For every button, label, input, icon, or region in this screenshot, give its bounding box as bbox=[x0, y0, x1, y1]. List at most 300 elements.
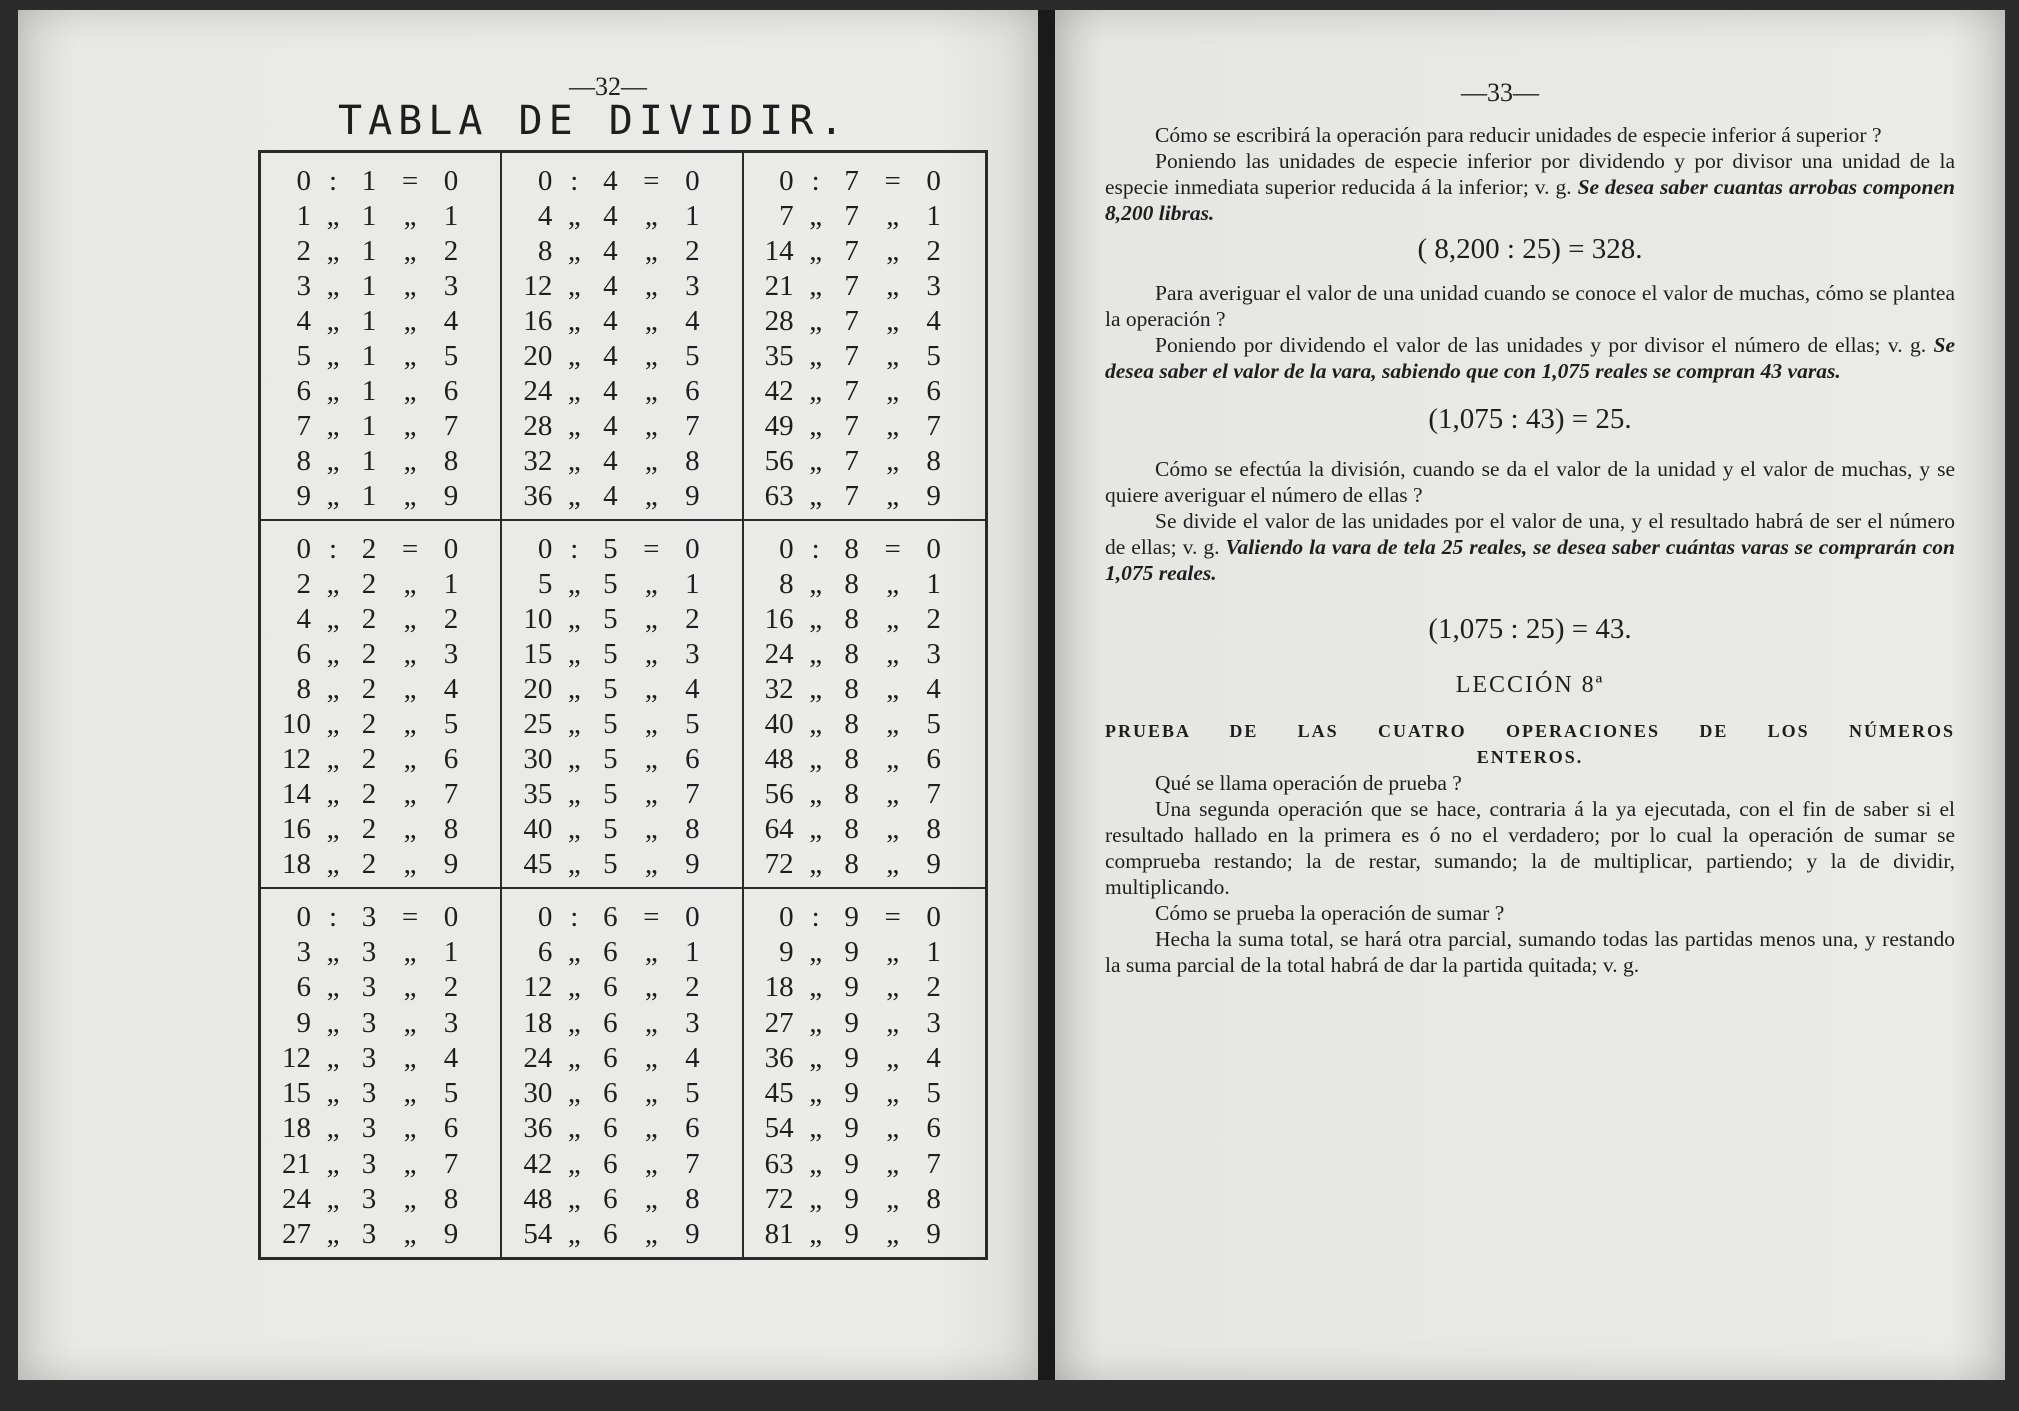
quotient-cell: 9 bbox=[685, 1217, 700, 1250]
divisor-cell: 7 bbox=[844, 200, 859, 232]
divisor-cell: 1 bbox=[361, 200, 377, 232]
dividend-cell: 81 bbox=[764, 1217, 794, 1250]
divisor-cell: 1 bbox=[361, 340, 377, 372]
equals-cell: „ bbox=[886, 971, 900, 1004]
dividend-cell: 14 bbox=[282, 778, 311, 810]
quotient-cell: 9 bbox=[685, 480, 700, 512]
equals-cell: „ bbox=[403, 603, 417, 635]
table-row bbox=[754, 603, 977, 636]
quotient-cell: 5 bbox=[926, 340, 941, 372]
divisor-cell: 4 bbox=[603, 270, 618, 302]
quotient-cell: 4 bbox=[926, 305, 941, 337]
operator-cell: „ bbox=[326, 848, 340, 880]
table-row bbox=[754, 568, 977, 601]
dividend-cell: 24 bbox=[764, 638, 794, 670]
operator-cell: „ bbox=[809, 743, 823, 775]
divisor-cell: 9 bbox=[844, 1112, 859, 1145]
operator-cell: „ bbox=[567, 200, 581, 232]
question-3: Cómo se efectúa la división, cuando se da el valor de la unidad y el valor de muchas, y se quiere averiguar el número de ellas ? bbox=[1105, 457, 1955, 507]
table-row bbox=[512, 533, 733, 566]
equals-cell: „ bbox=[886, 340, 900, 372]
dividend-cell: 0 bbox=[537, 165, 553, 197]
table-row bbox=[512, 1042, 733, 1075]
dividend-cell: 4 bbox=[296, 603, 311, 635]
equals-cell: „ bbox=[886, 375, 900, 407]
divisor-cell: 3 bbox=[361, 971, 377, 1004]
quotient-cell: 1 bbox=[443, 568, 459, 600]
dividend-cell: 9 bbox=[779, 936, 794, 969]
divisor-cell: 6 bbox=[603, 1041, 618, 1074]
division-block-by-3 bbox=[261, 889, 502, 1257]
quotient-cell: 7 bbox=[685, 778, 700, 810]
table-row bbox=[754, 1218, 977, 1251]
equals-cell: „ bbox=[886, 708, 900, 740]
table-row bbox=[271, 1148, 492, 1181]
table-row bbox=[271, 305, 492, 338]
equals-cell: „ bbox=[403, 1217, 417, 1250]
division-block-by-1 bbox=[261, 153, 502, 521]
table-row bbox=[271, 971, 492, 1004]
operator-cell: „ bbox=[326, 410, 340, 442]
table-row bbox=[271, 410, 492, 443]
table-row bbox=[512, 375, 733, 408]
table-row bbox=[754, 1042, 977, 1075]
divisor-cell: 6 bbox=[603, 936, 618, 969]
divisor-cell: 6 bbox=[603, 1147, 618, 1180]
divisor-cell: 9 bbox=[844, 971, 859, 1004]
operator-cell: „ bbox=[567, 235, 581, 267]
quotient-cell: 2 bbox=[685, 971, 700, 1004]
divisor-cell: 2 bbox=[361, 603, 377, 635]
operator-cell: „ bbox=[567, 445, 581, 477]
quotient-cell: 5 bbox=[926, 1077, 941, 1110]
dividend-cell: 21 bbox=[282, 1147, 311, 1180]
equals-cell: „ bbox=[644, 1041, 658, 1074]
divisor-cell: 4 bbox=[603, 305, 618, 337]
table-row bbox=[512, 410, 733, 443]
divisor-cell: 6 bbox=[603, 1006, 618, 1039]
table-row bbox=[754, 533, 977, 566]
table-row bbox=[271, 936, 492, 969]
quotient-cell: 7 bbox=[685, 410, 700, 442]
dividend-cell: 0 bbox=[296, 901, 311, 933]
table-row bbox=[754, 1183, 977, 1216]
dividend-cell: 56 bbox=[764, 778, 794, 810]
table-row bbox=[512, 901, 733, 934]
equals-cell: „ bbox=[403, 1006, 417, 1039]
dividend-cell: 0 bbox=[296, 165, 311, 197]
dividend-cell: 14 bbox=[764, 235, 794, 267]
equals-cell: „ bbox=[403, 200, 417, 232]
quotient-cell: 4 bbox=[685, 673, 700, 705]
dividend-cell: 8 bbox=[296, 445, 311, 477]
table-row bbox=[754, 743, 977, 776]
divisor-cell: 3 bbox=[361, 1147, 377, 1180]
quotient-cell: 7 bbox=[926, 778, 941, 810]
equals-cell: „ bbox=[644, 638, 658, 670]
quotient-cell: 7 bbox=[443, 410, 459, 442]
operator-cell: „ bbox=[567, 848, 581, 880]
quotient-cell: 6 bbox=[685, 375, 700, 407]
equals-cell: „ bbox=[644, 971, 658, 1004]
quotient-cell: 9 bbox=[926, 1217, 941, 1250]
table-row bbox=[512, 1183, 733, 1216]
operator-cell: „ bbox=[326, 813, 340, 845]
divisor-cell: 8 bbox=[844, 813, 859, 845]
quotient-cell: 9 bbox=[443, 1217, 459, 1250]
division-block-by-4 bbox=[502, 153, 743, 521]
divisor-cell: 5 bbox=[603, 568, 618, 600]
quotient-cell: 6 bbox=[926, 1112, 941, 1145]
table-row bbox=[754, 638, 977, 671]
division-block-by-6 bbox=[502, 889, 743, 1257]
quotient-cell: 3 bbox=[926, 638, 941, 670]
divisor-cell: 9 bbox=[844, 901, 859, 933]
divisor-cell: 5 bbox=[603, 848, 618, 880]
dividend-cell: 56 bbox=[764, 445, 794, 477]
divisor-cell: 8 bbox=[844, 673, 859, 705]
divisor-cell: 5 bbox=[603, 778, 618, 810]
dividend-cell: 24 bbox=[282, 1182, 311, 1215]
quotient-cell: 3 bbox=[685, 270, 700, 302]
operator-cell: „ bbox=[809, 1112, 823, 1145]
operator-cell: „ bbox=[809, 1041, 823, 1074]
equals-cell: „ bbox=[644, 813, 658, 845]
operator-cell: „ bbox=[326, 673, 340, 705]
table-row bbox=[271, 1183, 492, 1216]
divisor-cell: 9 bbox=[844, 1217, 859, 1250]
equals-cell: = bbox=[401, 533, 419, 565]
table-row bbox=[271, 743, 492, 776]
quotient-cell: 1 bbox=[926, 568, 941, 600]
equals-cell: „ bbox=[403, 270, 417, 302]
table-row bbox=[271, 1112, 492, 1145]
equals-cell: = bbox=[643, 901, 660, 933]
operator-cell: „ bbox=[567, 410, 581, 442]
divisor-cell: 1 bbox=[361, 375, 377, 407]
equals-cell: „ bbox=[886, 1041, 900, 1074]
operator-cell: „ bbox=[809, 708, 823, 740]
divisor-cell: 8 bbox=[844, 848, 859, 880]
operator-cell: „ bbox=[809, 410, 823, 442]
table-row bbox=[754, 1077, 977, 1110]
table-row bbox=[512, 936, 733, 969]
operator-cell: „ bbox=[809, 1006, 823, 1039]
dividend-cell: 32 bbox=[523, 445, 553, 477]
equals-cell: „ bbox=[403, 568, 417, 600]
divisor-cell: 7 bbox=[844, 305, 859, 337]
table-row bbox=[271, 708, 492, 741]
operator-cell: „ bbox=[326, 603, 340, 635]
quotient-cell: 5 bbox=[685, 340, 700, 372]
table-row bbox=[754, 778, 977, 811]
divisor-cell: 7 bbox=[844, 445, 859, 477]
divisor-cell: 9 bbox=[844, 1041, 859, 1074]
table-row bbox=[271, 848, 492, 881]
operator-cell: „ bbox=[809, 936, 823, 969]
equals-cell: „ bbox=[403, 673, 417, 705]
equals-cell: „ bbox=[644, 743, 658, 775]
equals-cell: „ bbox=[644, 340, 658, 372]
quotient-cell: 3 bbox=[926, 270, 941, 302]
equals-cell: „ bbox=[886, 480, 900, 512]
divisor-cell: 4 bbox=[603, 480, 618, 512]
operator-cell: : bbox=[328, 165, 338, 197]
quotient-cell: 4 bbox=[443, 673, 459, 705]
operator-cell: „ bbox=[326, 1112, 340, 1145]
equals-cell: „ bbox=[644, 1112, 658, 1145]
divisor-cell: 8 bbox=[844, 638, 859, 670]
divisor-cell: 8 bbox=[844, 603, 859, 635]
dividend-cell: 36 bbox=[764, 1041, 794, 1074]
operator-cell: „ bbox=[809, 200, 823, 232]
quotient-cell: 8 bbox=[443, 1182, 459, 1215]
operator-cell: „ bbox=[326, 1077, 340, 1110]
divisor-cell: 8 bbox=[844, 743, 859, 775]
quotient-cell: 2 bbox=[443, 603, 459, 635]
divisor-cell: 9 bbox=[844, 936, 859, 969]
quotient-cell: 3 bbox=[443, 638, 459, 670]
operator-cell: „ bbox=[809, 480, 823, 512]
equals-cell: „ bbox=[403, 1147, 417, 1180]
dividend-cell: 40 bbox=[764, 708, 794, 740]
divisor-cell: 2 bbox=[361, 778, 377, 810]
quotient-cell: 6 bbox=[443, 1112, 459, 1145]
quotient-cell: 6 bbox=[443, 743, 459, 775]
quotient-cell: 6 bbox=[443, 375, 459, 407]
divisor-cell: 5 bbox=[603, 708, 618, 740]
equals-cell: „ bbox=[403, 410, 417, 442]
table-row bbox=[512, 708, 733, 741]
operator-cell: „ bbox=[567, 568, 581, 600]
equals-cell: „ bbox=[403, 743, 417, 775]
dividend-cell: 72 bbox=[764, 848, 794, 880]
operator-cell: : bbox=[570, 901, 579, 933]
divisor-cell: 9 bbox=[844, 1147, 859, 1180]
quotient-cell: 2 bbox=[443, 235, 459, 267]
equals-cell: „ bbox=[886, 1112, 900, 1145]
dividend-cell: 8 bbox=[537, 235, 553, 267]
quotient-cell: 8 bbox=[685, 445, 700, 477]
section-heading-line2: ENTEROS. bbox=[1476, 747, 1584, 767]
quotient-cell: 1 bbox=[926, 936, 941, 969]
table-row bbox=[754, 1112, 977, 1145]
equals-cell: „ bbox=[886, 1182, 900, 1215]
quotient-cell: 4 bbox=[926, 673, 941, 705]
table-row bbox=[754, 971, 977, 1004]
divisor-cell: 1 bbox=[361, 165, 377, 197]
dividend-cell: 25 bbox=[523, 708, 553, 740]
table-row bbox=[271, 480, 492, 513]
operator-cell: „ bbox=[326, 638, 340, 670]
quotient-cell: 0 bbox=[443, 533, 459, 565]
page-number-left: —32— bbox=[569, 72, 647, 101]
operator-cell: : bbox=[811, 165, 820, 197]
operator-cell: „ bbox=[567, 1041, 581, 1074]
divisor-cell: 6 bbox=[603, 1112, 618, 1145]
operator-cell: „ bbox=[326, 480, 340, 512]
table-row bbox=[754, 200, 977, 233]
table-row bbox=[754, 270, 977, 303]
dividend-cell: 42 bbox=[523, 1147, 553, 1180]
divisor-cell: 3 bbox=[361, 1006, 377, 1039]
dividend-cell: 15 bbox=[523, 638, 553, 670]
quotient-cell: 0 bbox=[685, 533, 700, 565]
equals-cell: = bbox=[643, 533, 660, 565]
dividend-cell: 48 bbox=[764, 743, 794, 775]
operator-cell: : bbox=[328, 533, 338, 565]
dividend-cell: 24 bbox=[523, 1041, 553, 1074]
dividend-cell: 35 bbox=[764, 340, 794, 372]
dividend-cell: 6 bbox=[537, 936, 553, 969]
table-row bbox=[512, 743, 733, 776]
operator-cell: „ bbox=[326, 568, 340, 600]
dividend-cell: 54 bbox=[523, 1217, 553, 1250]
table-row bbox=[271, 1218, 492, 1251]
example-3: Valiendo la vara de tela 25 reales, se desea saber cuántas varas se comprarán con 1,075 reales. bbox=[1105, 535, 1955, 585]
table-row bbox=[271, 638, 492, 671]
equals-cell: „ bbox=[886, 235, 900, 267]
operator-cell: „ bbox=[326, 1182, 340, 1215]
quotient-cell: 8 bbox=[926, 813, 941, 845]
operator-cell: „ bbox=[567, 1112, 581, 1145]
equals-cell: „ bbox=[644, 480, 658, 512]
equals-cell: „ bbox=[886, 638, 900, 670]
operator-cell: „ bbox=[326, 936, 340, 969]
dividend-cell: 0 bbox=[779, 533, 794, 565]
equals-cell: „ bbox=[644, 305, 658, 337]
equals-cell: „ bbox=[644, 673, 658, 705]
table-row bbox=[512, 1112, 733, 1145]
quotient-cell: 3 bbox=[926, 1006, 941, 1039]
dividend-cell: 2 bbox=[296, 568, 311, 600]
quotient-cell: 4 bbox=[685, 305, 700, 337]
table-row bbox=[271, 340, 492, 373]
dividend-cell: 4 bbox=[296, 305, 311, 337]
operator-cell: „ bbox=[567, 340, 581, 372]
equals-cell: = bbox=[884, 165, 901, 197]
quotient-cell: 1 bbox=[443, 936, 459, 969]
answer-1: Poniendo las unidades de especie inferior por dividendo y por divisor una unidad de la especie inmediata superior reducida á la inferior; v. g. Se desea saber cuantas arrobas componen 8,200 libras. bbox=[1105, 149, 1955, 225]
quotient-cell: 0 bbox=[443, 165, 459, 197]
quotient-cell: 5 bbox=[443, 340, 459, 372]
table-row bbox=[271, 445, 492, 478]
divisor-cell: 1 bbox=[361, 480, 377, 512]
operator-cell: „ bbox=[567, 708, 581, 740]
quotient-cell: 1 bbox=[685, 568, 700, 600]
operator-cell: „ bbox=[809, 673, 823, 705]
dividend-cell: 32 bbox=[764, 673, 794, 705]
dividend-cell: 4 bbox=[537, 200, 553, 232]
dividend-cell: 64 bbox=[764, 813, 794, 845]
table-row bbox=[754, 410, 977, 443]
table-row bbox=[271, 603, 492, 636]
equals-cell: „ bbox=[644, 778, 658, 810]
divisor-cell: 7 bbox=[844, 340, 859, 372]
table-row bbox=[754, 165, 977, 198]
divisor-cell: 4 bbox=[603, 235, 618, 267]
equals-cell: „ bbox=[403, 375, 417, 407]
quotient-cell: 5 bbox=[685, 708, 700, 740]
operator-cell: „ bbox=[326, 1217, 340, 1250]
quotient-cell: 2 bbox=[685, 603, 700, 635]
divisor-cell: 2 bbox=[361, 743, 377, 775]
dividend-cell: 5 bbox=[296, 340, 311, 372]
divisor-cell: 4 bbox=[603, 165, 618, 197]
equals-cell: „ bbox=[886, 445, 900, 477]
dividend-cell: 18 bbox=[764, 971, 794, 1004]
table-row bbox=[754, 901, 977, 934]
dividend-cell: 12 bbox=[523, 971, 553, 1004]
left-page bbox=[18, 10, 1038, 1380]
quotient-cell: 3 bbox=[443, 1006, 459, 1039]
quotient-cell: 8 bbox=[443, 445, 459, 477]
divisor-cell: 6 bbox=[603, 1182, 618, 1215]
table-row bbox=[271, 200, 492, 233]
quotient-cell: 3 bbox=[443, 270, 459, 302]
operator-cell: „ bbox=[567, 971, 581, 1004]
quotient-cell: 7 bbox=[926, 410, 941, 442]
dividend-cell: 27 bbox=[282, 1217, 311, 1250]
question-4: Qué se llama operación de prueba ? bbox=[1155, 771, 1462, 795]
equals-cell: „ bbox=[403, 848, 417, 880]
quotient-cell: 2 bbox=[926, 971, 941, 1004]
dividend-cell: 0 bbox=[779, 165, 794, 197]
operator-cell: „ bbox=[326, 235, 340, 267]
equals-cell: „ bbox=[886, 778, 900, 810]
equals-cell: = bbox=[401, 901, 419, 933]
equals-cell: „ bbox=[644, 848, 658, 880]
quotient-cell: 2 bbox=[443, 971, 459, 1004]
equals-cell: „ bbox=[886, 1077, 900, 1110]
dividend-cell: 5 bbox=[537, 568, 553, 600]
dividend-cell: 12 bbox=[282, 1041, 311, 1074]
equals-cell: „ bbox=[886, 813, 900, 845]
operator-cell: : bbox=[570, 165, 579, 197]
table-row bbox=[512, 480, 733, 513]
table-row bbox=[512, 1148, 733, 1181]
quotient-cell: 0 bbox=[685, 165, 700, 197]
example-2: Se desea saber el valor de la vara, sabiendo que con 1,075 reales se compran 43 varas. bbox=[1105, 333, 1956, 383]
quotient-cell: 5 bbox=[443, 708, 459, 740]
answer-2: Poniendo por dividendo el valor de las unidades y por divisor el número de ellas; v. g. Se desea saber el valor de la vara, sabiendo que con 1,075 reales se compran 43 varas. bbox=[1105, 333, 1956, 383]
divisor-cell: 4 bbox=[603, 375, 618, 407]
operator-cell: „ bbox=[567, 778, 581, 810]
dividend-cell: 9 bbox=[296, 1006, 311, 1039]
equals-cell: „ bbox=[644, 1006, 658, 1039]
quotient-cell: 8 bbox=[926, 445, 941, 477]
table-row bbox=[271, 1077, 492, 1110]
table-row bbox=[271, 270, 492, 303]
divisor-cell: 9 bbox=[844, 1182, 859, 1215]
quotient-cell: 8 bbox=[685, 813, 700, 845]
equals-cell: „ bbox=[403, 305, 417, 337]
dividend-cell: 20 bbox=[523, 340, 553, 372]
divisor-cell: 3 bbox=[361, 1041, 377, 1074]
divisor-cell: 1 bbox=[361, 305, 377, 337]
equals-cell: „ bbox=[886, 270, 900, 302]
operator-cell: „ bbox=[567, 603, 581, 635]
equals-cell: „ bbox=[886, 743, 900, 775]
formula-1: ( 8,200 : 25) = 328. bbox=[1417, 233, 1643, 265]
quotient-cell: 2 bbox=[685, 235, 700, 267]
operator-cell: „ bbox=[567, 480, 581, 512]
table-row bbox=[754, 340, 977, 373]
divisor-cell: 9 bbox=[844, 1006, 859, 1039]
table-row bbox=[754, 813, 977, 846]
dividend-cell: 45 bbox=[523, 848, 553, 880]
dividend-cell: 10 bbox=[523, 603, 553, 635]
